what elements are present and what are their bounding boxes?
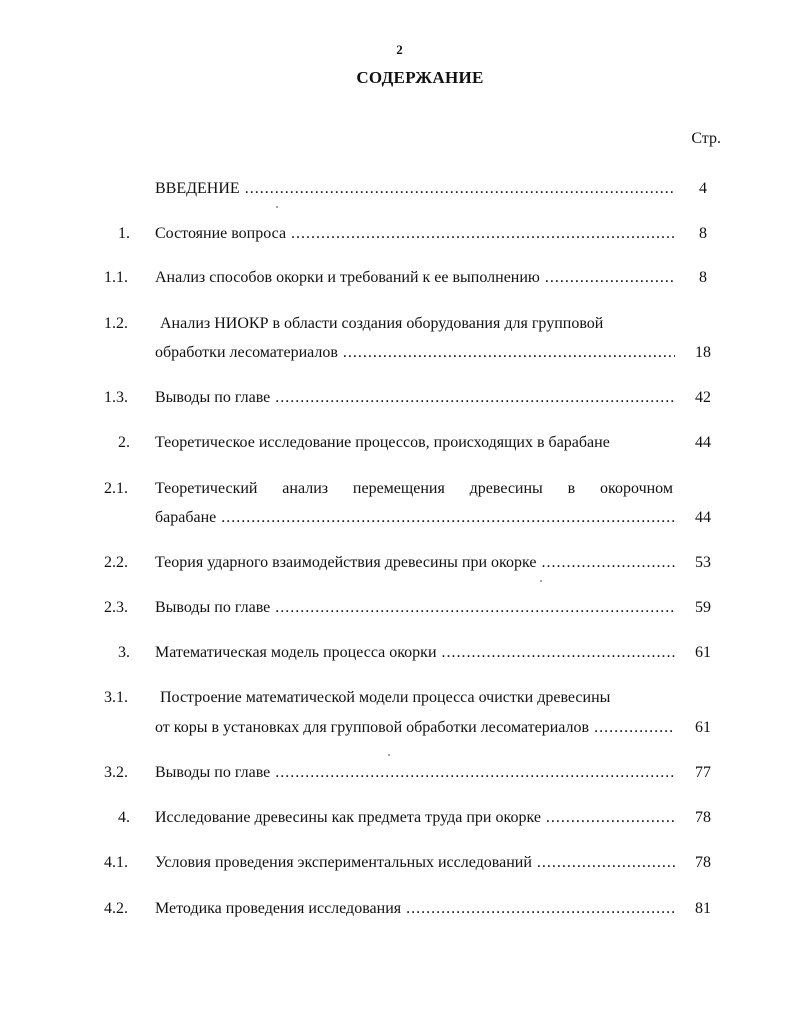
toc-entry-4-2 (0, 897, 799, 921)
toc-entry-page: 81 (695, 900, 711, 917)
toc-entry-page: 53 (695, 554, 711, 571)
toc-entry-3 (0, 641, 799, 665)
toc-entry-page: 77 (695, 764, 711, 781)
toc-entry-text: ВВЕДЕНИЕ ..... (155, 177, 675, 201)
scan-speck (276, 206, 278, 208)
toc-entry-text-line2: барабане ..... (155, 506, 675, 530)
toc-entry-2-2 (0, 551, 799, 575)
toc-entry-text-line1: Теоретический анализ перемещения древесины в окорочном (155, 480, 673, 497)
toc-entry-4 (0, 806, 799, 830)
toc-entry-page: 78 (695, 809, 711, 826)
toc-entry-number: 1.2. (104, 315, 128, 332)
toc-entry-1-1 (0, 266, 799, 290)
toc-entry-1-2 (0, 312, 799, 336)
toc-entry-page: 61 (695, 644, 711, 661)
toc-entry-text: Теория ударного взаимодействия древесины при окорке ..... (155, 551, 675, 575)
toc-entry-2-1 (0, 477, 799, 501)
toc-entry-text: Анализ способов окорки и требований к ее выполнению ..... (155, 266, 675, 290)
toc-entry-text: Математическая модель процесса окорки ..... (155, 641, 675, 665)
toc-entry-number: 1.1. (104, 269, 128, 286)
toc-entry-number: 2. (118, 434, 130, 451)
toc-entry-text-line2: обработки лесоматериалов ..... (155, 341, 675, 365)
toc-entry-page: 61 (695, 719, 711, 736)
scan-speck (540, 580, 542, 582)
toc-entry-page: 78 (695, 854, 711, 871)
scan-speck (388, 754, 390, 756)
toc-entry-page: 44 (695, 509, 711, 526)
toc-entry-number: 3. (118, 644, 130, 661)
toc-entry-number: 2.2. (104, 554, 128, 571)
toc-entry-page: 42 (695, 389, 711, 406)
page-column-header: Стр. (691, 130, 721, 147)
toc-entry-text: Исследование древесины как предмета труда при окорке ..... (155, 806, 675, 830)
toc-entry-page: 59 (695, 599, 711, 616)
toc-entry-page: 44 (695, 434, 711, 451)
toc-entry-page: 18 (695, 344, 711, 361)
toc-entry-number: 3.2. (104, 764, 128, 781)
toc-entry-page: 8 (699, 269, 707, 286)
toc-entry-text: Методика проведения исследования ..... (155, 897, 675, 921)
toc-entry-number: 4.1. (104, 854, 128, 871)
page-title: СОДЕРЖАНИЕ (356, 68, 484, 87)
toc-entry-3-1-cont (0, 716, 799, 740)
toc-entry-intro (0, 177, 799, 201)
toc-entry-text-line1: Построение математической модели процесса очистки древесины (160, 689, 611, 706)
toc-entry-2-1-cont (0, 506, 799, 530)
toc-entry-text: Состояние вопроса ..... (155, 222, 675, 246)
toc-entry-number: 4.2. (104, 900, 128, 917)
toc-entry-number: 3.1. (104, 689, 128, 706)
toc-entry-1-2-cont (0, 341, 799, 365)
toc-entry-page: 4 (699, 180, 707, 197)
toc-entry-text: Теоретическое исследование процессов, происходящих в барабане (155, 434, 610, 451)
toc-entry-4-1 (0, 851, 799, 875)
toc-entry-1 (0, 222, 799, 246)
toc-entry-2-3 (0, 596, 799, 620)
toc-entry-3-2 (0, 761, 799, 785)
toc-entry-number: 2.1. (104, 480, 128, 497)
toc-entry-text: Выводы по главе ..... (155, 761, 675, 785)
toc-entry-number: 2.3. (104, 599, 128, 616)
toc-entry-text-line2: от коры в установках для групповой обработки лесоматериалов ..... (155, 716, 675, 740)
toc-entry-number: 4. (118, 809, 130, 826)
toc-entry-text: Условия проведения экспериментальных исследований ..... (155, 851, 675, 875)
toc-entry-page: 8 (699, 225, 707, 242)
toc-entry-3-1 (0, 686, 799, 710)
toc-entry-text: Выводы по главе ..... (155, 596, 675, 620)
toc-entry-1-3 (0, 386, 799, 410)
toc-entry-number: 1.3. (104, 389, 128, 406)
toc-entry-text-line1: Анализ НИОКР в области создания оборудования для групповой (160, 315, 604, 332)
toc-entry-text: Выводы по главе ..... (155, 386, 675, 410)
toc-entry-2 (0, 431, 799, 455)
toc-entry-number: 1. (118, 225, 130, 242)
page-number: 2 (396, 42, 403, 57)
